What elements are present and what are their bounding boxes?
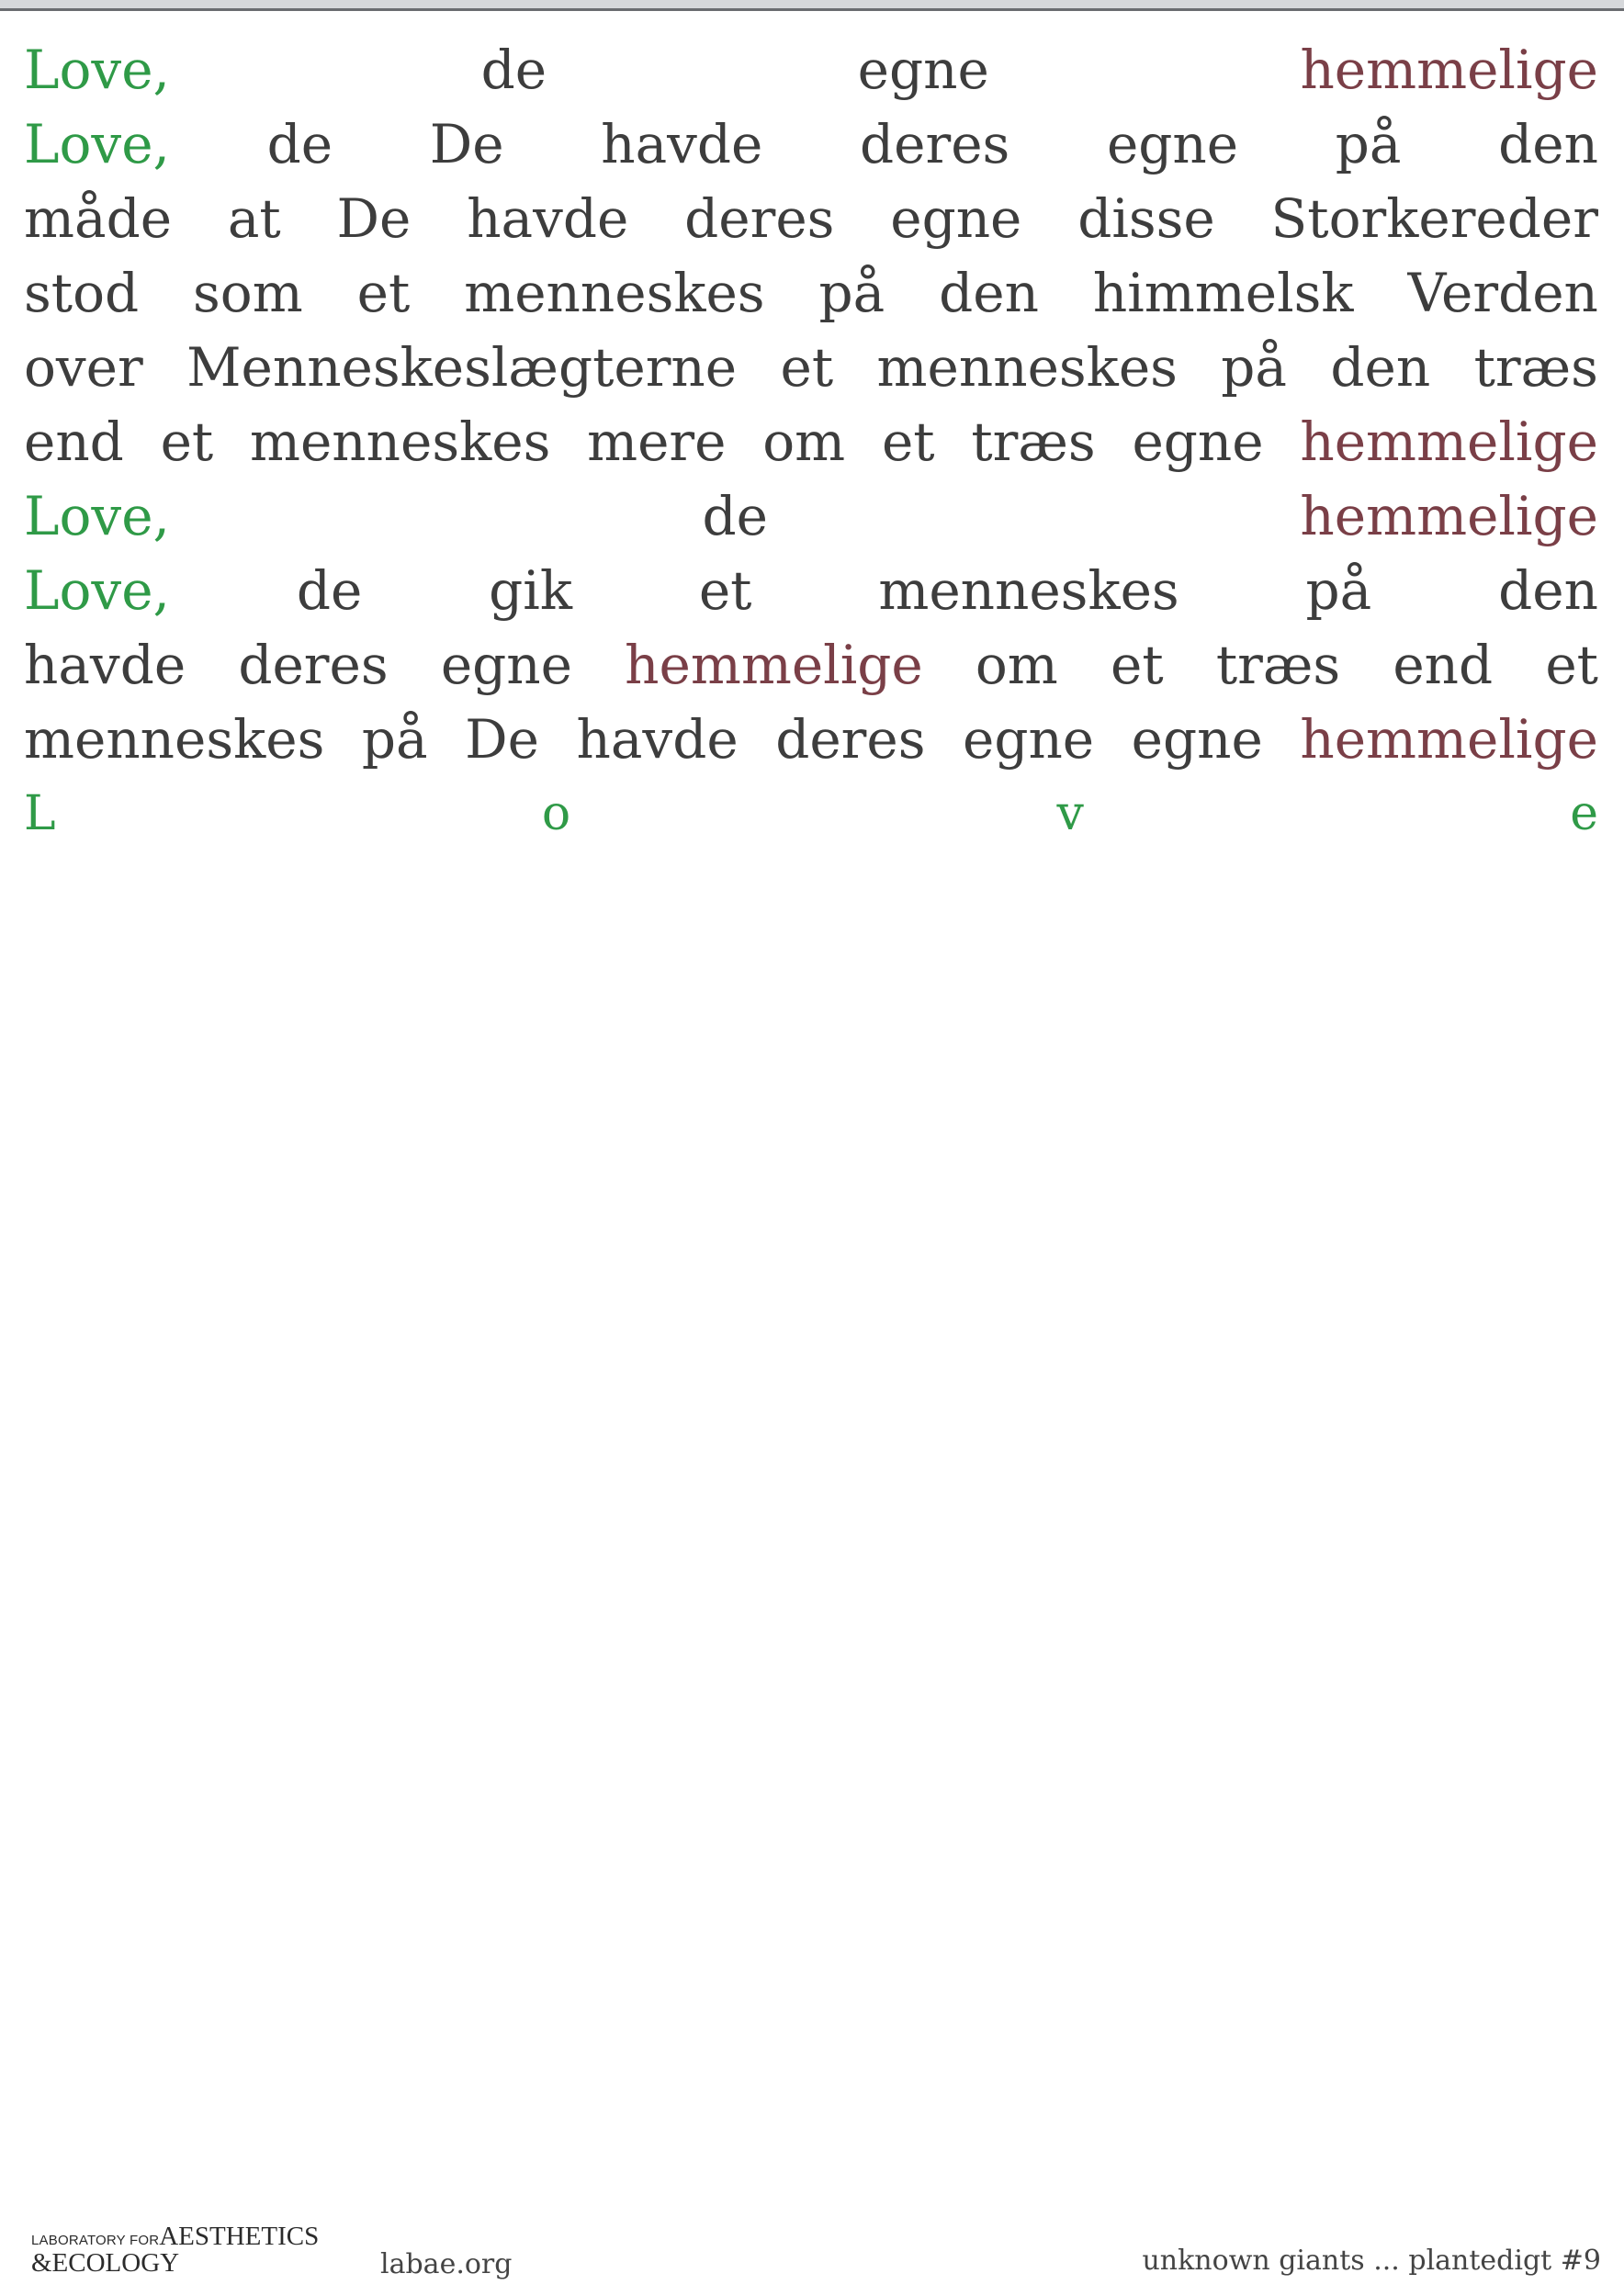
- poem-word: end: [1393, 634, 1494, 696]
- poem-word: hemmelige: [1300, 411, 1598, 473]
- poem-word: Verden: [1407, 262, 1598, 324]
- poem-word: De: [429, 113, 504, 175]
- poem-word: havde: [467, 187, 629, 250]
- poem-word: egne: [890, 187, 1022, 250]
- spread-letter: o: [541, 786, 571, 841]
- poem-word: menneskes: [249, 411, 551, 473]
- poem-text: [24, 33, 1598, 851]
- poem-line: [24, 405, 1598, 479]
- logo-second-row: &ECOLOGY: [31, 2248, 180, 2278]
- website-url: labae.org: [380, 2248, 513, 2280]
- poem-word: egne: [440, 634, 572, 696]
- poem-word: den: [1498, 559, 1598, 622]
- poem-word: egne: [1131, 708, 1263, 771]
- series-title: unknown giants ... plantedigt #9: [1142, 2245, 1601, 2277]
- poem-word: egne: [1106, 113, 1239, 175]
- poem-word: et: [1111, 634, 1164, 696]
- poem-word: hemmelige: [1300, 39, 1598, 101]
- poem-word: Love,: [24, 39, 170, 101]
- poem-word: menneskes: [24, 708, 325, 771]
- poem-line: [24, 628, 1598, 703]
- poem-line: [24, 256, 1598, 331]
- poem-word: deres: [238, 634, 389, 696]
- page-footer: [0, 2204, 1624, 2296]
- poem-word: over: [24, 336, 143, 399]
- poem-line: [24, 479, 1598, 554]
- poem-word: gik: [489, 559, 572, 622]
- poem-word: end: [24, 411, 124, 473]
- spread-letter: e: [1570, 786, 1598, 841]
- spread-letter: L: [24, 786, 56, 841]
- poem-word: de: [480, 39, 547, 101]
- poem-word: menneskes: [464, 262, 765, 324]
- poem-word: Love,: [24, 113, 170, 175]
- poem-word: deres: [775, 708, 926, 771]
- poem-word: om: [762, 411, 846, 473]
- poem-word: hemmelige: [1300, 708, 1598, 771]
- poem-word: de: [266, 113, 333, 175]
- poem-word: Love,: [24, 485, 170, 547]
- logo-small-text: LABORATORY FOR: [31, 2233, 160, 2248]
- poem-line: [24, 703, 1598, 777]
- poem-word: et: [698, 559, 752, 622]
- poem-word: Menneskeslægterne: [186, 336, 738, 399]
- poem-word: himmelsk: [1092, 262, 1354, 324]
- poem-word: træs: [1473, 336, 1598, 399]
- poem-word: på: [1335, 113, 1402, 175]
- labae-logo: [31, 2222, 319, 2279]
- spread-letter: v: [1056, 786, 1084, 841]
- poem-word: de: [296, 559, 363, 622]
- poem-word: egne: [1132, 411, 1264, 473]
- poem-word: træs: [1215, 634, 1341, 696]
- poem-word: på: [1305, 559, 1372, 622]
- poem-word: Storkereder: [1270, 187, 1598, 250]
- poem-word: stod: [24, 262, 140, 324]
- poem-word: et: [160, 411, 214, 473]
- poem-word: egne: [857, 39, 989, 101]
- poem-word: mere: [587, 411, 727, 473]
- poem-word: træs: [971, 411, 1096, 473]
- poem-word: menneskes: [878, 559, 1179, 622]
- poem-word: hemmelige: [625, 634, 923, 696]
- poem-word: hemmelige: [1300, 485, 1598, 547]
- poem-word: de: [702, 485, 768, 547]
- poem-word: måde: [24, 187, 173, 250]
- poem-word: havde: [576, 708, 739, 771]
- poem-word: havde: [24, 634, 186, 696]
- poem-word: om: [975, 634, 1058, 696]
- poem-word: havde: [601, 113, 763, 175]
- logo-big-text: AESTHETICS: [159, 2222, 320, 2251]
- poem-line: [24, 331, 1598, 405]
- scan-top-edge: [0, 0, 1624, 11]
- poem-word: som: [193, 262, 303, 324]
- poem-word: et: [881, 411, 935, 473]
- poem-word: menneskes: [876, 336, 1178, 399]
- poem-word: Love,: [24, 559, 170, 622]
- poem-line: [24, 33, 1598, 107]
- poem-word: at: [227, 187, 281, 250]
- poem-line: [24, 107, 1598, 182]
- poem-word: deres: [860, 113, 1010, 175]
- poem-word: et: [1545, 634, 1598, 696]
- poem-word: på: [361, 708, 428, 771]
- poem-word: De: [465, 708, 539, 771]
- poem-line: [24, 554, 1598, 628]
- poem-word: et: [356, 262, 411, 324]
- spread-word-love: [24, 777, 1598, 851]
- poem-word: disse: [1077, 187, 1215, 250]
- poem-word: på: [818, 262, 885, 324]
- poem-line: [24, 182, 1598, 256]
- poem-word: den: [1498, 113, 1598, 175]
- poem-word: egne: [963, 708, 1095, 771]
- poem-word: den: [1330, 336, 1431, 399]
- poem-word: den: [939, 262, 1039, 324]
- poem-word: De: [336, 187, 412, 250]
- poem-word: på: [1221, 336, 1288, 399]
- poem-word: deres: [684, 187, 835, 250]
- poem-word: et: [780, 336, 834, 399]
